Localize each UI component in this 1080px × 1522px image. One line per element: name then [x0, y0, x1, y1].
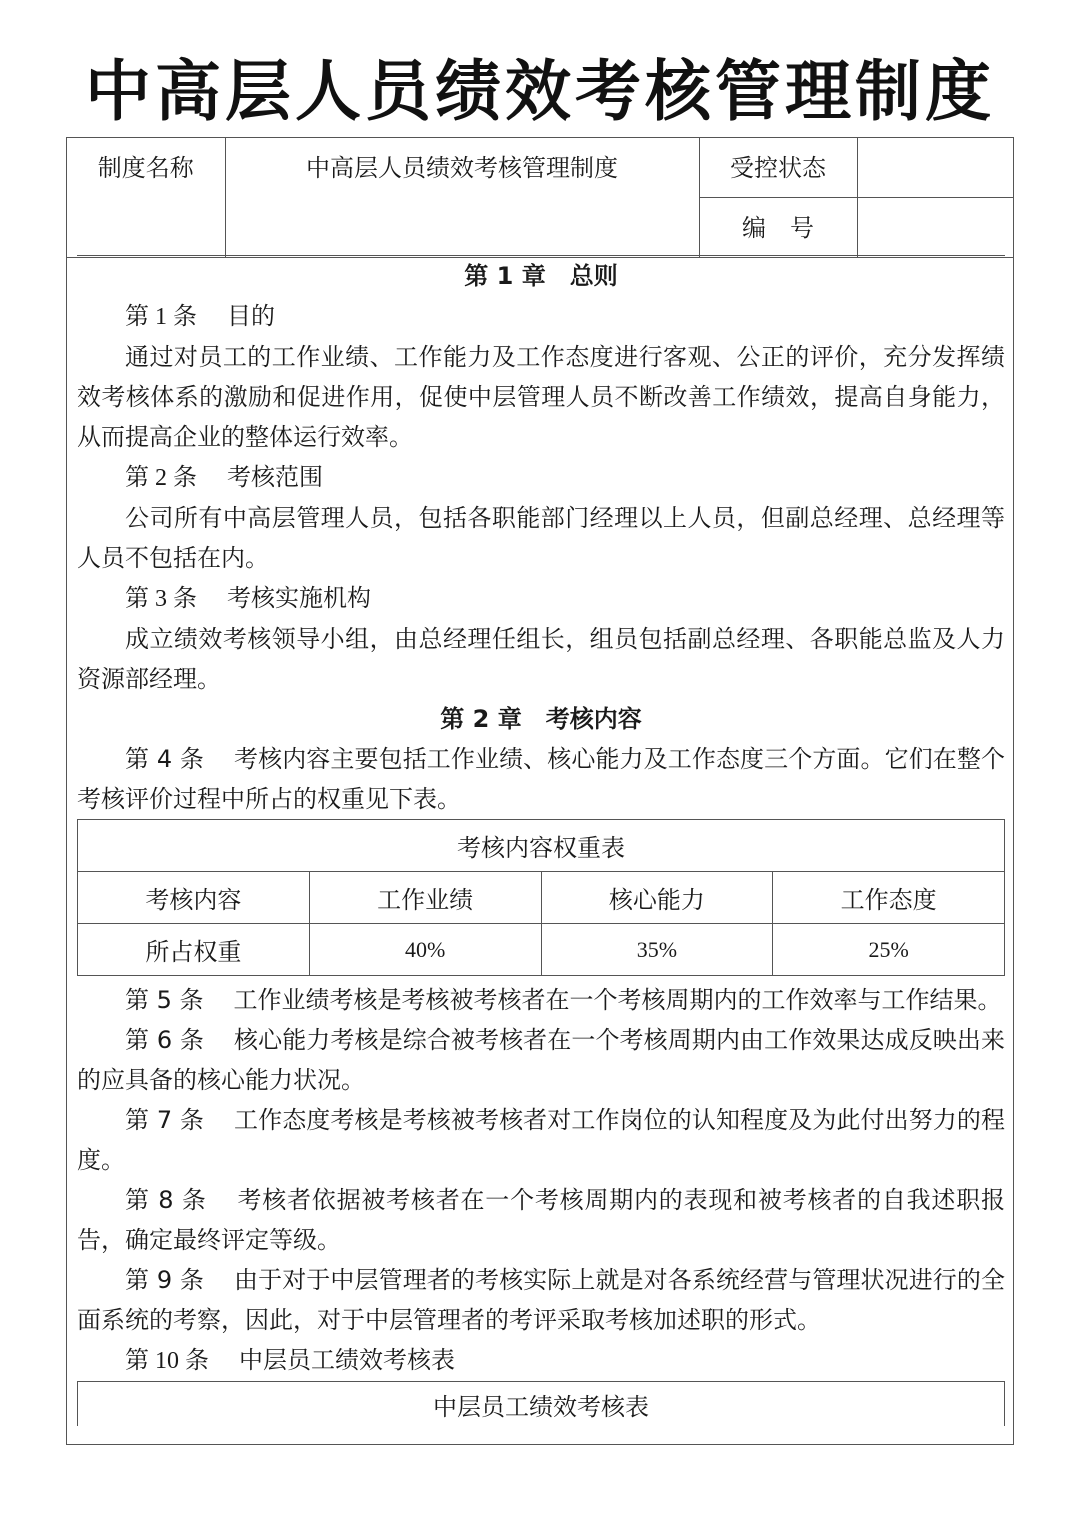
weight-header-item: 考核内容 [78, 872, 310, 924]
control-status-label: 受控状态 [699, 138, 857, 198]
evaluation-table-caption: 中层员工绩效考核表 [78, 1382, 1005, 1427]
article-6: 第 6 条 核心能力考核是综合被考核者在一个考核周期内由工作效果达成反映出来的应具备的核心能力状况。 [77, 1026, 1006, 1094]
weight-header-performance: 工作业绩 [309, 872, 541, 924]
document-title: 中高层人员绩效考核管理制度 [85, 53, 995, 130]
document-body [77, 255, 1005, 1426]
chapter-1-heading: 第 1 章 总则 [464, 262, 618, 290]
weight-header-competency: 核心能力 [541, 872, 773, 924]
article-5: 第 5 条 工作业绩考核是考核被考核者在一个考核周期内的工作效率与工作结果。 [125, 986, 1002, 1014]
evaluation-table [77, 1381, 1005, 1426]
weight-row-label: 所占权重 [78, 924, 310, 976]
system-name-label: 制度名称 [67, 138, 225, 258]
article-7: 第 7 条 工作态度考核是考核被考核者对工作岗位的认知程度及为此付出努力的程度。 [77, 1106, 1006, 1174]
article-2-heading: 第 2 条 考核范围 [125, 463, 323, 491]
weight-attitude-value: 25% [773, 924, 1005, 976]
header-table [67, 138, 1014, 258]
number-value [857, 198, 1014, 258]
weight-performance-value: 40% [309, 924, 541, 976]
article-8: 第 8 条 考核者依据被考核者在一个考核周期内的表现和被考核者的自我述职报告，确定最终评定等级。 [77, 1186, 1005, 1254]
system-name-value: 中高层人员绩效考核管理制度 [225, 138, 699, 258]
document-frame [66, 137, 1014, 1445]
number-label: 编 号 [699, 198, 857, 258]
article-1-heading: 第 1 条 目的 [125, 302, 275, 330]
chapter-2-heading: 第 2 章 考核内容 [440, 705, 642, 733]
article-10-heading: 第 10 条 中层员工绩效考核表 [125, 1346, 455, 1374]
weight-table-caption: 考核内容权重表 [78, 820, 1005, 872]
article-1-text: 通过对员工的工作业绩、工作能力及工作态度进行客观、公正的评价，充分发挥绩效考核体系的激励和促进作用，促使中层管理人员不断改善工作绩效，提高自身能力，从而提高企业的整体运行效率。 [77, 343, 1005, 451]
article-3-text: 成立绩效考核领导小组，由总经理任组长，组员包括副总经理、各职能总监及人力资源部经理。 [77, 625, 1005, 693]
weight-header-attitude: 工作态度 [773, 872, 1005, 924]
article-3-heading: 第 3 条 考核实施机构 [125, 584, 371, 612]
weight-table [77, 819, 1005, 976]
article-4: 第 4 条 考核内容主要包括工作业绩、核心能力及工作态度三个方面。它们在整个考核评价过程中所占的权重见下表。 [77, 745, 1006, 813]
article-9: 第 9 条 由于对于中层管理者的考核实际上就是对各系统经营与管理状况进行的全面系统的考察，因此，对于中层管理者的考评采取考核加述职的形式。 [77, 1266, 1006, 1334]
article-2-text: 公司所有中高层管理人员，包括各职能部门经理以上人员，但副总经理、总经理等人员不包括在内。 [77, 504, 1005, 572]
weight-competency-value: 35% [541, 924, 773, 976]
control-status-value [857, 138, 1014, 198]
